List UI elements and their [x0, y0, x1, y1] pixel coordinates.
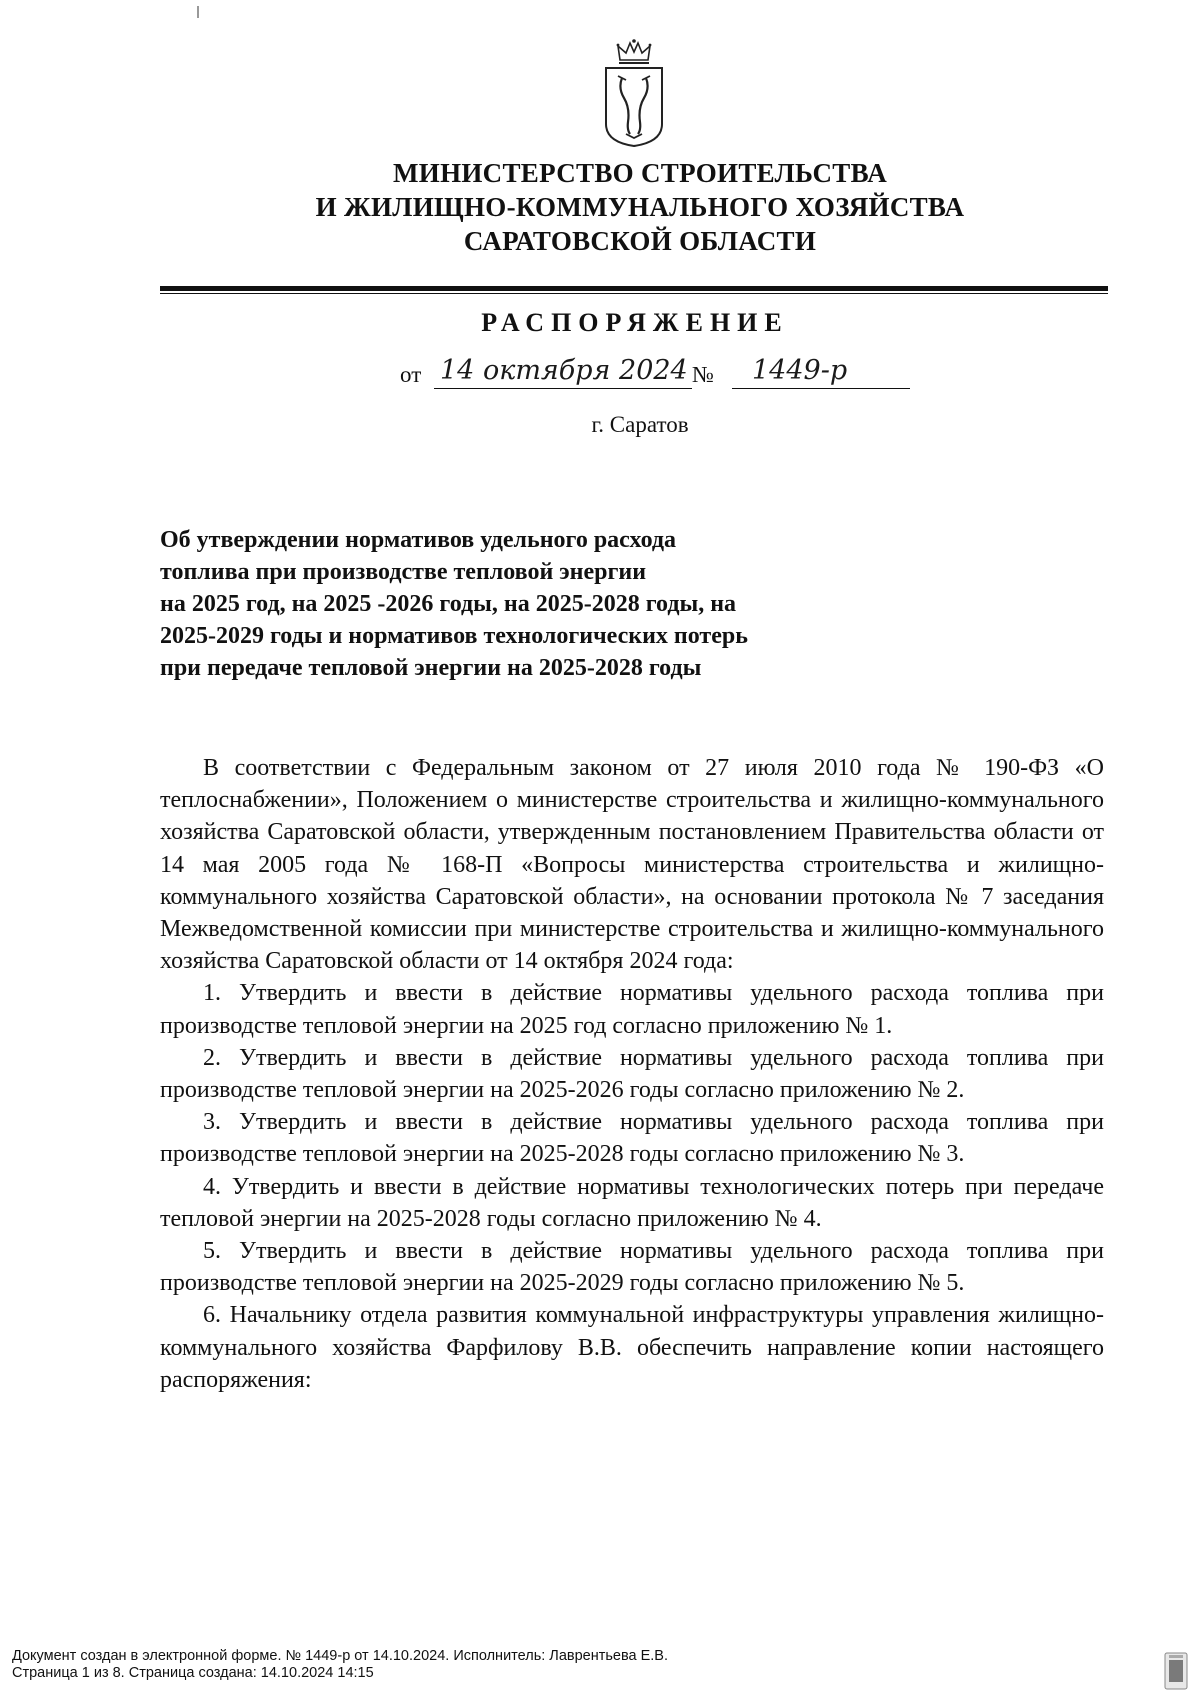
item-paragraph: 1. Утвердить и ввести в действие нормативы удельного расхода топлива при производстве тепловой энергии на 2025 год согласно приложению № 1.: [160, 980, 1104, 1039]
electronic-document-footer: [12, 1648, 668, 1682]
subject-line-5: при передаче тепловой энергии на 2025-2028 годы: [160, 655, 702, 681]
item-paragraph: 2. Утвердить и ввести в действие нормативы удельного расхода топлива при производстве тепловой энергии на 2025-2026 годы согласно приложению № 2.: [160, 1044, 1104, 1104]
number-label: №: [692, 362, 714, 387]
document-stamp-icon: [1164, 1652, 1188, 1690]
city: г. Саратов: [591, 412, 689, 437]
subject-line-4: 2025-2029 годы и нормативов технологических потерь: [160, 623, 748, 649]
ministry-line-1: МИНИСТЕРСТВО СТРОИТЕЛЬСТВА: [392, 158, 887, 188]
footer-line-2: Страница 1 из 8. Страница создана: 14.10.2024 14:15: [12, 1665, 374, 1681]
preamble-paragraph: В соответствии с Федеральным законом от 27 июля 2010 года № 190-ФЗ «О теплоснабжении», Положением о министерстве строительства и жилищно-коммунального хозяйства Саратовской области, утвержденным постановлением Правительства области от 14 мая 2005 года № 168-П «Вопросы министерства строительства и жилищно-коммунального хозяйства Саратовской области», на основании протокола № 7 заседания Межведомственной комиссии при министерстве строительства и жилищно-коммунального хозяйства Саратовской области от 14 октября 2024 года:: [160, 755, 1104, 975]
item-paragraph: 4. Утвердить и ввести в действие нормативы технологических потерь при передаче тепловой энергии на 2025-2028 годы согласно приложению № 4.: [160, 1173, 1104, 1232]
subject-line-3: на 2025 год, на 2025 -2026 годы, на 2025-2028 годы, на: [160, 591, 737, 617]
footer-line-1: Документ создан в электронной форме. № 1449-р от 14.10.2024. Исполнитель: Лаврентьева Е.В.: [12, 1648, 669, 1664]
number-field: [732, 354, 910, 389]
scan-mark: [197, 6, 199, 18]
document-body: [160, 752, 1104, 1396]
handwritten-number: 1449-р: [752, 355, 848, 386]
date-label: от: [400, 362, 422, 387]
order-title: РАСПОРЯЖЕНИЕ: [481, 308, 789, 337]
ministry-name: [200, 156, 1080, 258]
subject-line-2: топлива при производстве тепловой энергии: [160, 559, 647, 585]
ministry-line-3: САРАТОВСКОЙ ОБЛАСТИ: [463, 226, 817, 256]
handwritten-date: 14 октября 2024: [440, 355, 688, 386]
subject-line-1: Об утверждении нормативов удельного расхода: [160, 527, 677, 553]
coat-of-arms-icon: [600, 38, 668, 150]
subject-heading: [160, 524, 880, 684]
item-paragraph: 5. Утвердить и ввести в действие нормативы удельного расхода топлива при производстве тепловой энергии на 2025-2029 годы согласно приложению № 5.: [160, 1238, 1104, 1297]
ministry-line-2: И ЖИЛИЩНО-КОММУНАЛЬНОГО ХОЗЯЙСТВА: [315, 192, 965, 222]
header-divider: [160, 286, 1108, 291]
header-divider-thin: [160, 293, 1108, 294]
item-paragraph: 6. Начальнику отдела развития коммунальной инфраструктуры управления жилищно-коммунального хозяйства Фарфилову В.В. обеспечить направление копии настоящего распоряжения:: [160, 1302, 1104, 1393]
item-paragraph: 3. Утвердить и ввести в действие нормативы удельного расхода топлива при производстве тепловой энергии на 2025-2028 годы согласно приложению № 3.: [160, 1109, 1104, 1168]
date-field: [434, 354, 692, 389]
